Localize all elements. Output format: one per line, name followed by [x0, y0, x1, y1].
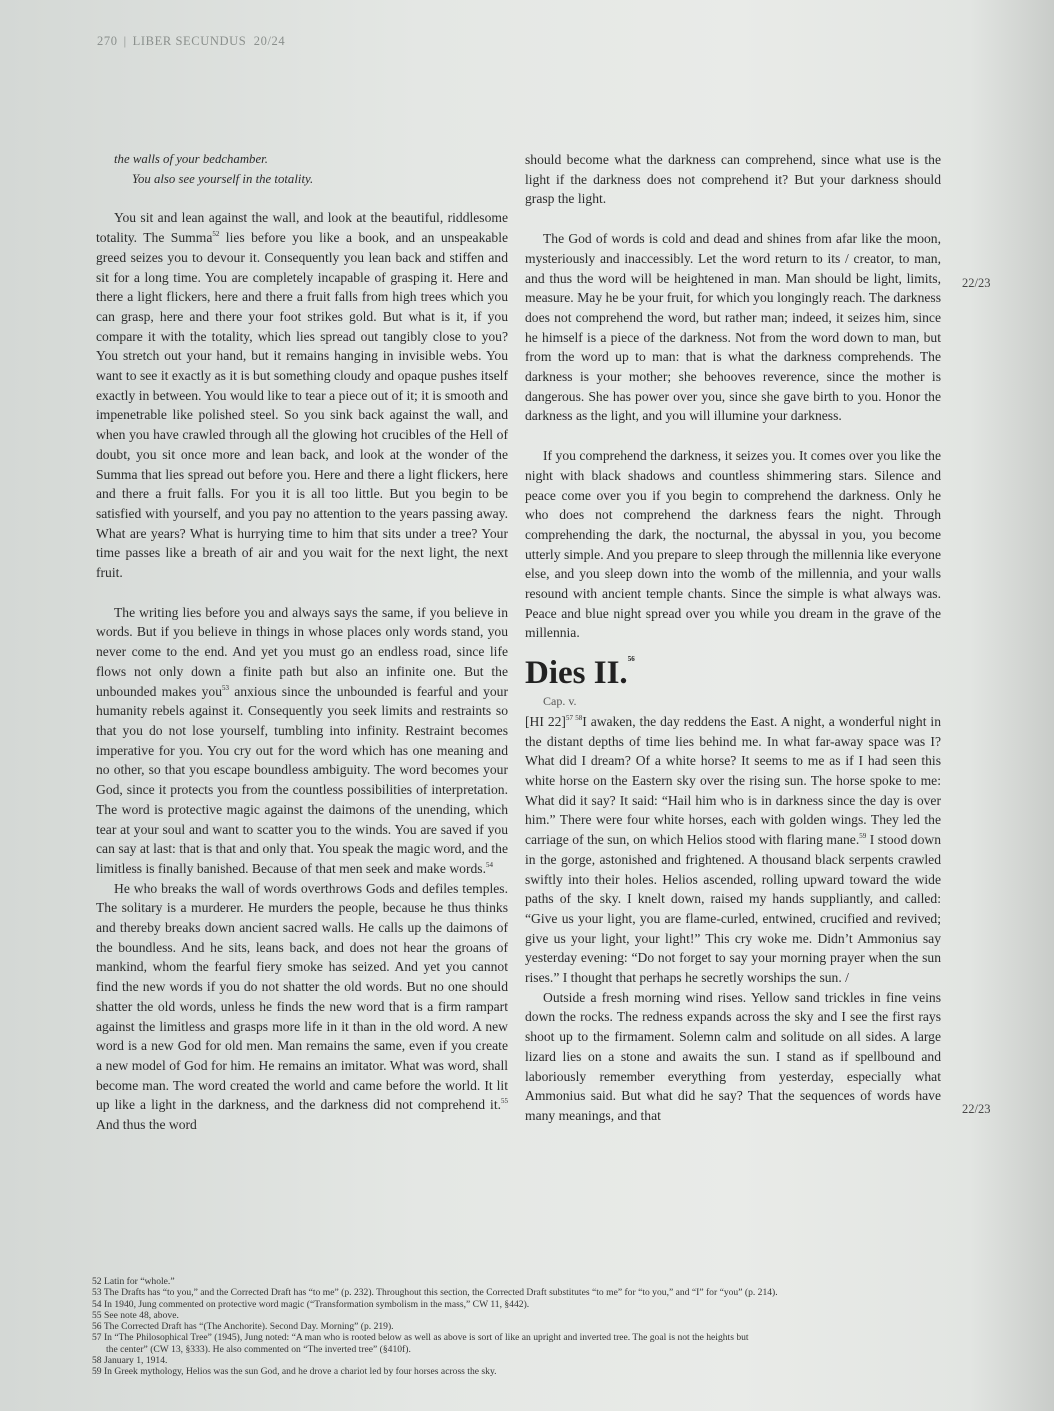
margin-note-2: 22/23 [962, 1102, 991, 1116]
footnote-55: 55 See note 48, above. [92, 1309, 179, 1321]
footnote-ref-54[interactable]: 54 [485, 860, 493, 869]
left-paragraph-1: You sit and lean against the wall, and look at the beautiful, riddlesome totality. The Summa$^{52}$ lies before you like a book, and an unspeakable greed seizes you to devour it. Consequently you lean back and stiffen and sit for a long time. You are completely incapable of grasping it. Here and there a light flickers, here and there a fruit falls from high trees which you can grasp, here and there your foot strikes gold. But what is it, if you compare it with the totality, which lies spread out tangibly close to you? You stretch out your hand, but it remains hanging in invisible webs. You want to see it exactly as it is but something cloudy and opaque pushes itself exactly in between. You would like to tear a piece out of it; it is smooth and impenetrable like polished steel. So you sink back against the wall, and when you have crawled through all the glowing hot crucibles of the Hell of doubt, you sit once more and lean back, and look at the wonder of the Summa that lies spread out before you. Here and there a light flickers, here and there a fruit falls. For you it is all too little. But you begin to be satisfied with yourself, and you pay no attention to the years passing away. What are years? What is hurrying time to him that sits under a tree? Your time passes like a breath of air and you wait for the next light, the next fruit. [96, 210, 509, 581]
footnote-ref-52[interactable]: 52 [212, 230, 220, 239]
footnote-53: 53 The Drafts has “to you,” and the Corrected Draft has “to me” (p. 232). Throughout this section, the Corrected Draft substitutes “to me” for “to you,” and “I” for “you” (p. 214). [92, 1287, 778, 1299]
footnote-ref-59[interactable]: 59 [859, 832, 867, 841]
page-number: 270 [97, 34, 118, 48]
left-paragraph-3: He who breaks the wall of words overthrows Gods and defiles temples. The solitary is a murderer. He murders the people, because he thus thinks and thereby breaks down ancient sacred walls. He calls up the daimons of the boundless. And he sits, leans back, and does not hear the groans of mankind, whom the fearful fiery smoke has seized. And yet you cannot find the new words if you do not shatter the old words. But no one should shatter the old words, unless he finds the new word that is a firm rampart against the limitless and grasps more life in it than in the old word. A new word is a new God for old men. Man remains the same, even if you create a new model of God for him. He remains an imitator. What was word, shall become man. The word created the world and came before the world. It lit up like a light in the darkness, and the darkness did not comprehend it.$^{55}$ And thus the word [96, 880, 508, 1133]
running-header [97, 34, 285, 49]
footnote-59: 59 In Greek mythology, Helios was the sun God, and he drove a chariot led by four horses across the sky. [92, 1366, 497, 1378]
section-title: Dies II.$^{56}$ [525, 655, 635, 692]
right-paragraph-4: [HI 22]$^{57 58}$I awaken, the day reddens the East. A night, a wonderful night in the distant depths of time lies behind me. In what far-away space was I? What did I dream? Of a white horse? It seems to me as if I had seen this white horse on the Eastern sky over the rising sun. The horse spoke to me: What did it say? It said: “Hail him who is in darkness since the day is over him.” There were four white horses, each with golden wings. They led the carriage of the sun, on which Helios stood with flaring mane.$^{59}$ I stood down in the gorge, astonished and frightened. A thousand black serpents crawled swiftly into their holes. Helios ascended, rolling upward toward the wide paths of the sky. I knelt down, raised my hands suppliantly, and called: “Give us your light, you are flame-curled, entwined, crucified and revived; give us your light, your light!” This cry woke me. Didn’t Ammonius say yesterday evening: “Do not forget to say your morning prayer when the sun rises.” I thought that perhaps he secretly worships the sun. / [525, 713, 942, 986]
footnote-ref-55[interactable]: 55 [501, 1097, 508, 1106]
epigraph-line-1: the walls of your bedchamber. [114, 152, 268, 166]
footnote-54: 54 In 1940, Jung commented on protective word magic (“Transformation symbolism in the mass,” CW 11, §442). [92, 1298, 530, 1310]
margin-note-1: 22/23 [962, 276, 991, 290]
footnote-57: 57 In “The Philosophical Tree” (1945), Jung noted: “A man who is rooted below as well as above is sort of like an upright and inverted tree. The goal is not the heights but the center” (CW 13, §333). He also commented on “The inverted tree” (§410f). [92, 1332, 749, 1355]
right-paragraph-1: should become what the darkness can comprehend, since what use is the light if the darkness does not comprehend it? But your darkness should grasp the light. [525, 152, 941, 207]
left-column [96, 150, 508, 1135]
footnote-ref-53[interactable]: 53 [222, 683, 230, 692]
header-separator: | [123, 34, 127, 48]
epigraph-line-2: You also see yourself in the totality. [132, 171, 314, 186]
folio-reference: 20/24 [253, 34, 286, 48]
footnote-ref-56[interactable]: 56 [627, 655, 635, 664]
book-title: LIBER SECUNDUS [132, 34, 247, 48]
right-paragraph-2: The God of words is cold and dead and shines from afar like the moon, mysteriously and inaccessibly. Let the word return to its / creator, to man, and thus the word will be heightened in man. Man should be light, limits, measure. May he be your fruit, for which you longingly reach. The darkness does not comprehend the word, but rather man; indeed, it seizes him, since he himself is a piece of the darkness. Not from the word down to man, but from the word up to man: that is what the darkness comprehends. The darkness is your mother; she behooves reverence, since the mother is dangerous. She has power over you, since she gave birth to you. Honor the darkness as the light, and you will illumine your darkness. [525, 231, 941, 424]
section-subtitle: Cap. v. [543, 694, 577, 709]
right-column [525, 150, 941, 1126]
footnote-ref-57-58[interactable]: 57 58 [565, 713, 583, 722]
left-paragraph-2: The writing lies before you and always says the same, if you believe in words. But if you believe in things in whose places only words stand, you never come to the end. And yet you must go an endless road, since life flows not only down a finite path but also an infinite one. But the unbounded makes you$^{53}$ anxious since the unbounded is fearful and your humanity rebels against it. Consequently you seek limits and restraints so that you do not lose yourself, tumbling into infinity. Restraint becomes imperative for you. You cry out for the word which has one meaning and no other, so that you escape boundless ambiguity. The word becomes your God, since it protects you from the countless possibilities of interpretation. The word is protective magic against the daimons of the unending, which tear at your soul and want to scatter you to the winds. You are saved if you can say at last: that is that and only that. You speak the magic word, and the limitless is finally banished. Because of that men seek and make words.$^{54}$ [96, 604, 508, 876]
footnote-58: 58 January 1, 1914. [92, 1355, 168, 1367]
footnotes [92, 1276, 942, 1378]
right-paragraph-5: Outside a fresh morning wind rises. Yellow sand trickles in fine veins down the rocks. The redness expands across the sky and I see the first rays shoot up to the firmament. Solemn calm and solitude on all sides. A large lizard lies on a stone and awaits the sun. I stand as if spellbound and laboriously remember everything from yesterday, especially what Ammonius said. But what did he say? That the sequences of words have many meanings, and that [525, 989, 941, 1123]
plate-reference: [HI 22] [525, 713, 566, 729]
footnote-56: 56 The Corrected Draft has “(The Anchorite). Second Day. Morning” (p. 219). [92, 1321, 394, 1333]
right-paragraph-3: If you comprehend the darkness, it seizes you. It comes over you like the night with black shadows and countless shimmering stars. Silence and peace come over you if you begin to comprehend the darkness. Only he who does not comprehend the darkness fears the night. Through comprehending the dark, the nocturnal, the abyssal in you, you become utterly simple. And you prepare to sleep through the millennia like everyone else, and you sleep down into the womb of the millennia, and your walls resound with ancient temple chants. Since the simple is what always was. Peace and blue night spread over you while you dream in the grave of the millennia. [525, 448, 941, 641]
footnote-52: 52 Latin for “whole.” [92, 1276, 175, 1287]
